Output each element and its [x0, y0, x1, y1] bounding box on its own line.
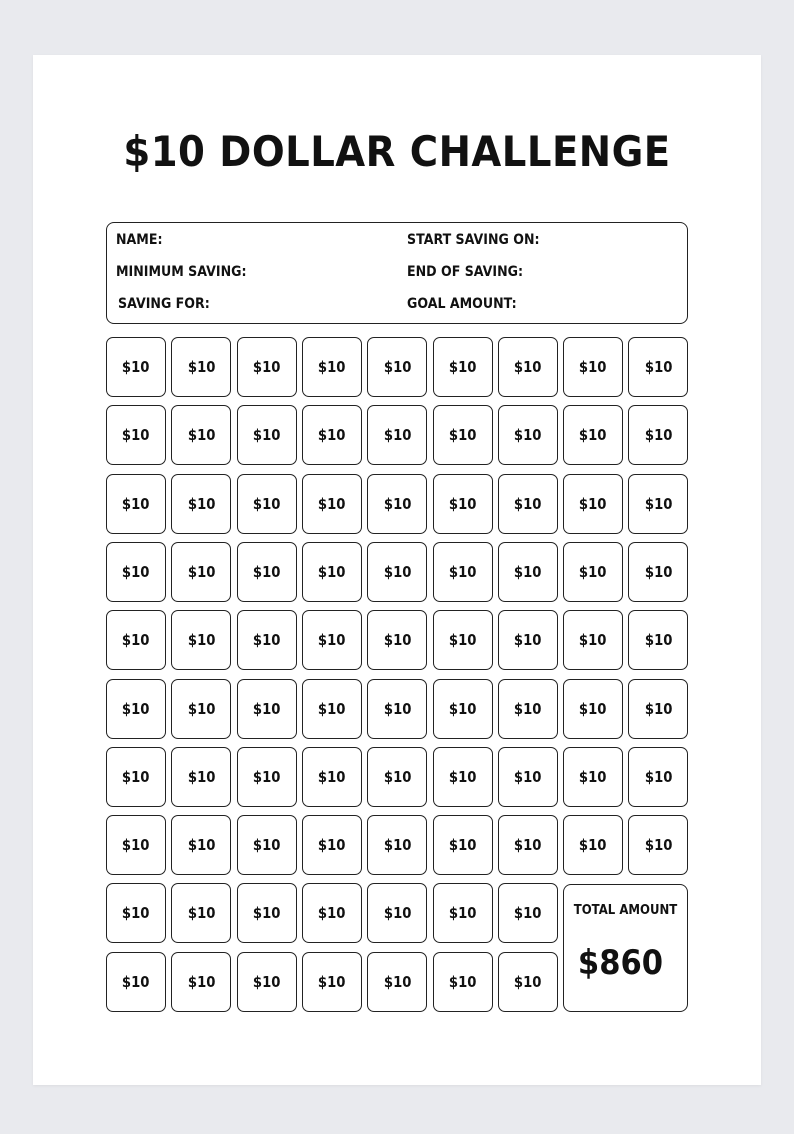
savings-cell-label: $10: [579, 562, 607, 581]
savings-cell[interactable]: [171, 474, 231, 534]
savings-cell-label: $10: [252, 426, 281, 445]
savings-cell-label: $10: [122, 426, 150, 445]
savings-cell[interactable]: [302, 883, 362, 943]
savings-cell[interactable]: [302, 542, 362, 602]
savings-cell[interactable]: [433, 610, 493, 670]
savings-cell[interactable]: [367, 542, 427, 602]
savings-cell[interactable]: [171, 610, 231, 670]
savings-cell-label: $10: [187, 494, 216, 513]
savings-cell[interactable]: [433, 952, 493, 1012]
savings-cell[interactable]: [367, 474, 427, 534]
savings-cell-label: $10: [579, 358, 607, 376]
savings-cell[interactable]: [106, 405, 166, 465]
savings-cell-label: $10: [514, 699, 542, 718]
savings-cell[interactable]: [237, 405, 297, 465]
savings-cell-label: $10: [252, 836, 281, 855]
savings-cell[interactable]: [171, 405, 231, 465]
savings-cell[interactable]: [498, 337, 558, 397]
savings-cell[interactable]: [171, 337, 231, 397]
minimum-saving-label: MINIMUM SAVING:: [116, 264, 247, 280]
savings-cell-label: $10: [514, 494, 542, 513]
savings-cell[interactable]: [171, 747, 231, 807]
savings-cell-label: $10: [122, 494, 150, 513]
savings-cell[interactable]: [237, 610, 297, 670]
savings-cell-label: $10: [383, 904, 411, 923]
savings-cell-label: $10: [579, 494, 607, 513]
savings-cell[interactable]: [302, 679, 362, 739]
savings-cell-label: $10: [514, 426, 542, 445]
savings-cell-label: $10: [579, 699, 607, 718]
savings-cell[interactable]: [302, 474, 362, 534]
savings-cell[interactable]: [171, 815, 231, 875]
savings-cell[interactable]: [433, 405, 493, 465]
savings-cell[interactable]: [302, 405, 362, 465]
savings-cell-label: $10: [122, 562, 150, 581]
savings-cell-label: $10: [318, 767, 346, 786]
savings-cell-label: $10: [579, 836, 607, 855]
savings-cell-label: $10: [514, 836, 542, 855]
savings-cell-label: $10: [122, 972, 150, 991]
savings-cell-label: $10: [383, 358, 411, 376]
savings-cell[interactable]: [498, 747, 558, 807]
savings-cell-label: $10: [383, 767, 411, 786]
savings-cell-label: $10: [383, 562, 411, 581]
savings-cell-label: $10: [644, 767, 673, 786]
savings-cell-label: $10: [122, 836, 150, 855]
savings-cell-label: $10: [579, 631, 607, 650]
savings-cell-label: $10: [252, 562, 281, 581]
savings-cell[interactable]: [237, 883, 297, 943]
savings-cell-label: $10: [514, 972, 542, 991]
savings-cell-label: $10: [448, 699, 477, 718]
savings-cell-label: $10: [122, 767, 150, 786]
savings-cell[interactable]: [563, 679, 623, 739]
savings-cell[interactable]: [498, 474, 558, 534]
savings-cell-label: $10: [122, 904, 150, 923]
savings-cell-label: $10: [122, 358, 150, 376]
savings-cell-label: $10: [252, 699, 281, 718]
savings-cell[interactable]: [106, 679, 166, 739]
savings-cell[interactable]: [628, 747, 688, 807]
savings-cell[interactable]: [237, 952, 297, 1012]
savings-cell-label: $10: [187, 631, 216, 650]
savings-cell[interactable]: [628, 815, 688, 875]
savings-cell-label: $10: [187, 358, 216, 376]
savings-cell-label: $10: [448, 767, 477, 786]
savings-cell[interactable]: [628, 474, 688, 534]
savings-cell[interactable]: [628, 405, 688, 465]
savings-cell-label: $10: [318, 631, 346, 650]
savings-cell-label: $10: [187, 836, 216, 855]
savings-cell[interactable]: [498, 952, 558, 1012]
savings-cell[interactable]: [498, 405, 558, 465]
savings-cell[interactable]: [106, 474, 166, 534]
savings-cell-label: $10: [383, 426, 411, 445]
savings-cell-label: $10: [644, 699, 673, 718]
savings-cell-label: $10: [122, 631, 150, 650]
savings-cell[interactable]: [433, 337, 493, 397]
savings-cell[interactable]: [563, 405, 623, 465]
savings-cell[interactable]: [628, 610, 688, 670]
savings-cell[interactable]: [302, 747, 362, 807]
savings-cell-label: $10: [644, 426, 673, 445]
savings-cell[interactable]: [628, 679, 688, 739]
savings-cell[interactable]: [563, 610, 623, 670]
savings-cell-label: $10: [252, 358, 281, 376]
name-label: NAME:: [116, 232, 163, 248]
savings-cell-label: $10: [187, 972, 216, 991]
savings-cell[interactable]: [433, 679, 493, 739]
savings-cell[interactable]: [367, 679, 427, 739]
savings-cell-label: $10: [318, 972, 346, 991]
savings-cell[interactable]: [433, 542, 493, 602]
savings-cell[interactable]: [433, 747, 493, 807]
savings-cell[interactable]: [171, 679, 231, 739]
savings-cell-label: $10: [514, 631, 542, 650]
savings-cell-label: $10: [318, 904, 346, 923]
savings-cell-label: $10: [252, 631, 281, 650]
savings-cell[interactable]: [498, 679, 558, 739]
savings-cell-label: $10: [252, 972, 281, 991]
savings-cell-label: $10: [644, 494, 673, 513]
savings-cell-label: $10: [318, 358, 346, 376]
start-saving-label: START SAVING ON:: [407, 232, 540, 248]
savings-cell[interactable]: [302, 337, 362, 397]
savings-cell-label: $10: [448, 631, 477, 650]
savings-cell-label: $10: [318, 426, 346, 445]
savings-cell-label: $10: [318, 836, 346, 855]
savings-cell-label: $10: [383, 699, 411, 718]
savings-cell[interactable]: [367, 337, 427, 397]
saving-for-label: SAVING FOR:: [118, 296, 210, 312]
savings-cell[interactable]: [367, 952, 427, 1012]
savings-cell-label: $10: [318, 699, 346, 718]
savings-cell-label: $10: [644, 631, 673, 650]
savings-cell[interactable]: [367, 883, 427, 943]
total-amount-box: [563, 884, 688, 1012]
savings-cell-label: $10: [448, 358, 477, 376]
savings-cell[interactable]: [106, 610, 166, 670]
savings-cell[interactable]: [628, 337, 688, 397]
savings-cell[interactable]: [367, 747, 427, 807]
savings-cell-label: $10: [448, 836, 477, 855]
savings-cell[interactable]: [302, 610, 362, 670]
page-title: $10 DOLLAR CHALLENGE: [123, 127, 671, 176]
savings-cell[interactable]: [237, 542, 297, 602]
savings-cell[interactable]: [498, 815, 558, 875]
savings-cell-label: $10: [252, 494, 281, 513]
savings-cell[interactable]: [563, 337, 623, 397]
savings-cell[interactable]: [237, 815, 297, 875]
savings-cell-label: $10: [514, 562, 542, 581]
challenge-sheet: [33, 55, 761, 1085]
savings-cell[interactable]: [171, 542, 231, 602]
savings-cell-label: $10: [187, 904, 216, 923]
savings-cell[interactable]: [106, 337, 166, 397]
savings-cell-label: $10: [448, 562, 477, 581]
savings-cell-label: $10: [514, 904, 542, 923]
savings-cell[interactable]: [367, 610, 427, 670]
savings-cell[interactable]: [563, 542, 623, 602]
savings-cell-label: $10: [644, 562, 673, 581]
savings-cell[interactable]: [106, 542, 166, 602]
savings-cell-label: $10: [187, 426, 216, 445]
savings-cell[interactable]: [171, 883, 231, 943]
savings-cell-label: $10: [187, 767, 216, 786]
total-amount-label: TOTAL AMOUNT: [573, 903, 678, 918]
savings-cell-label: $10: [644, 836, 673, 855]
savings-cell[interactable]: [498, 883, 558, 943]
savings-cell[interactable]: [433, 883, 493, 943]
savings-cell-label: $10: [383, 494, 411, 513]
savings-cell[interactable]: [498, 610, 558, 670]
savings-cell[interactable]: [433, 474, 493, 534]
savings-cell[interactable]: [237, 337, 297, 397]
savings-cell-label: $10: [383, 972, 411, 991]
savings-cell-label: $10: [448, 494, 477, 513]
savings-cell-label: $10: [448, 426, 477, 445]
savings-cell[interactable]: [302, 952, 362, 1012]
savings-cell[interactable]: [628, 542, 688, 602]
savings-cell[interactable]: [106, 952, 166, 1012]
savings-cell[interactable]: [237, 679, 297, 739]
savings-cell-label: $10: [252, 767, 281, 786]
info-box: [106, 222, 688, 324]
savings-cell[interactable]: [498, 542, 558, 602]
savings-cell[interactable]: [106, 883, 166, 943]
savings-cell-label: $10: [514, 358, 542, 376]
savings-cell[interactable]: [106, 747, 166, 807]
savings-cell-label: $10: [514, 767, 542, 786]
savings-cell-label: $10: [318, 494, 346, 513]
savings-cell[interactable]: [171, 952, 231, 1012]
savings-cell[interactable]: [433, 815, 493, 875]
savings-cell[interactable]: [237, 747, 297, 807]
savings-cell-label: $10: [644, 358, 673, 376]
savings-cell[interactable]: [563, 815, 623, 875]
end-of-saving-label: END OF SAVING:: [407, 264, 524, 280]
savings-cell-label: $10: [579, 767, 607, 786]
savings-cell[interactable]: [237, 474, 297, 534]
savings-cell-label: $10: [318, 562, 346, 581]
goal-amount-label: GOAL AMOUNT:: [407, 296, 517, 312]
savings-cell[interactable]: [367, 815, 427, 875]
savings-cell-label: $10: [252, 904, 281, 923]
savings-cell[interactable]: [302, 815, 362, 875]
savings-cell[interactable]: [106, 815, 166, 875]
savings-cell-label: $10: [383, 631, 411, 650]
savings-cell-label: $10: [187, 699, 216, 718]
savings-cell-label: $10: [383, 836, 411, 855]
savings-cell[interactable]: [367, 405, 427, 465]
savings-cell-label: $10: [448, 972, 477, 991]
savings-cell-label: $10: [122, 699, 150, 718]
savings-cell[interactable]: [563, 474, 623, 534]
total-amount-value: $860: [577, 943, 664, 983]
savings-cell-label: $10: [448, 904, 477, 923]
savings-cell[interactable]: [563, 747, 623, 807]
savings-cell-label: $10: [187, 562, 216, 581]
savings-cell-label: $10: [579, 426, 607, 445]
